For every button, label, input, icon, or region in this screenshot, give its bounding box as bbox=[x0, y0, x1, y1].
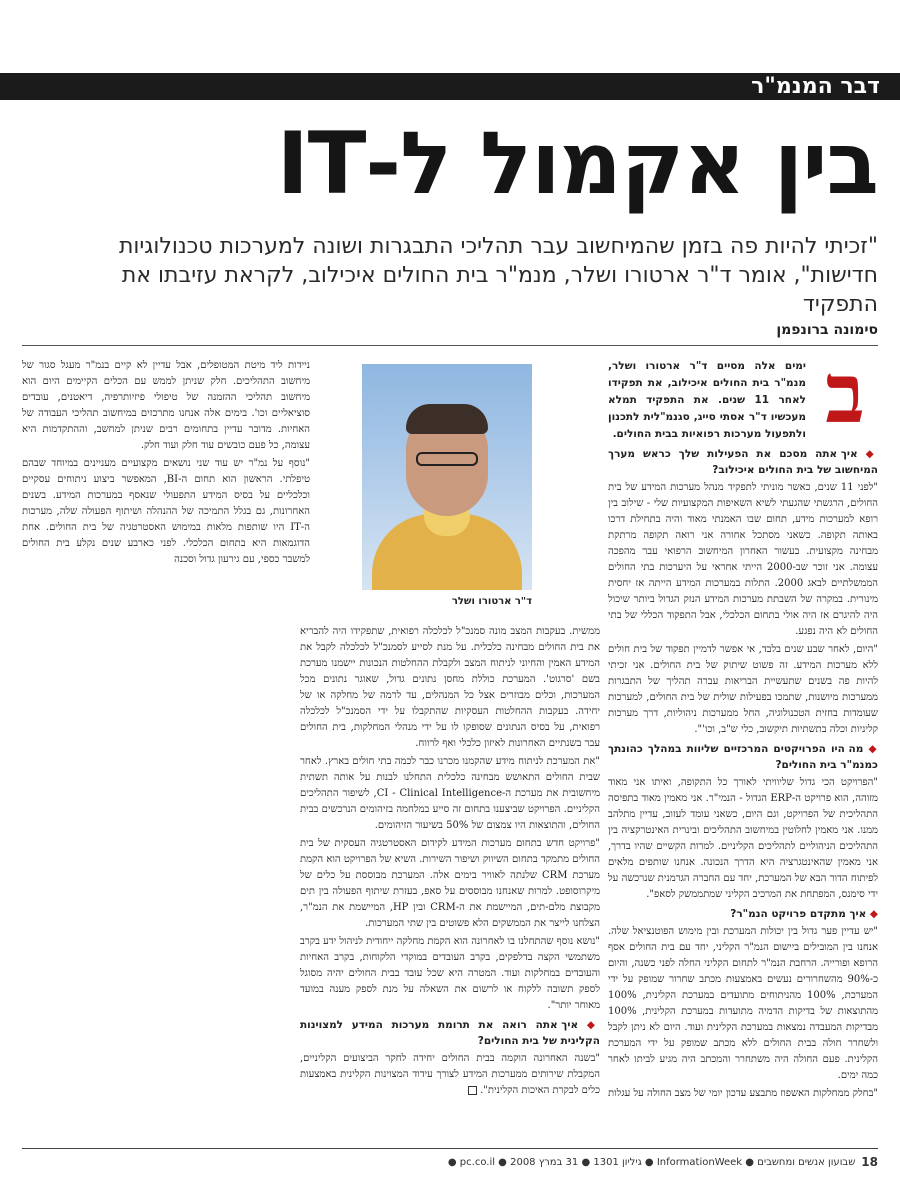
page-footer bbox=[22, 1152, 878, 1172]
article-column-left bbox=[22, 358, 310, 1138]
body-paragraph: "בחלק ממחלקות האשפוז מתבצע עדכון יומי של מצב החולה על עגלות bbox=[608, 1088, 878, 1099]
article-headline: בין אקמול ל-IT bbox=[276, 114, 878, 214]
section-label: דבר המנמ"ר bbox=[751, 74, 880, 99]
diamond-bullet-icon: ◆ bbox=[863, 743, 878, 755]
body-paragraph: ניידות ליד מיטת המטופלים, אבל עדיין לא קיים בנמ"ר מעגל סגור של מיחשוב התהליכים. חלק שניתן לממש עם הכלים הקיימים היום הוא מיחשוב תהליכי ההזמנה של טיפולי פיזיותרפיה, דיאטנים, עובדים סוציאליים וכו'. בימים אלה אנחנו מתרכזים במיחשוב תהליכי העבודה של האחיות. מדובר עדיין בתחומים רבים שניתן למחשב, וההתקדמות היא עצומה, כל פעם כובשים עוד חלק ועוד חלק. bbox=[22, 360, 310, 451]
left-column-body bbox=[22, 358, 310, 568]
body-paragraph: "היום, לאחר שבע שנים בלבד, אי אפשר לדמיין תפקוד של בית חולים ללא מערכות המידע. זה פשוט שיתוק של בית החולים. אני זכיתי להיות פה בשנים שתעשיית הבריאות עברה תהליך של התבגרות ממערכות מיושנות, שתמכו בפעילות שולית של בית החולים, למערכות שעומדות בחזית הטכנולוגיה, החל ממערכות ניהוליות, דרך מערכות קליניות וכלה בתשתיות תיקשוב, כלי ש"ב, וכו'". bbox=[608, 644, 878, 735]
article-column-right bbox=[608, 346, 878, 1138]
diamond-bullet-icon: ◆ bbox=[866, 908, 878, 920]
body-paragraph: "הפרויקט הכי גדול שליוויתי לאורך כל התקופה, ואיתו אני מאוד מזוהה, הוא פרויקט ה-ERP הגדול - הנמי"ר. אני מאמין מאוד בתפיסה התהליכית של הפרויקט, וגם היום, כשאני עומד לעזוב, עדיין מתלהב ממנו. אני מאמין לחלוטין במיחשוב התהליכים ובינרית האינטרקציה בין התהליכים הניהוליים לתהליכים הקליניים. למרות הקשיים שהיו בדרך, אני מאמין שהאינטגרציה היא הדרך הנכונה. אנחנו שותפים מלאים לפיתוח הדור הבא של המערכת, יחד עם החברה הגרמנית שנרכשה על ידי סימנס, המפתחת את המרכיב הקליני שמתממשק לסאפ". bbox=[608, 777, 878, 900]
portrait-photo bbox=[362, 364, 532, 590]
lead-paragraph: ימים אלה מסיים ד"ר ארטורו ושלר, מנמ"ר בית החולים איכילוב, את תפקידו לאחר 11 שנים. את התפקיד תמלא מעכשיו ד"ר אסתי סייג, סגנמ"לית לתכנון ולתפעול מערכות רפואיות בבית החולים. bbox=[608, 360, 806, 440]
question-text: איך אתה רואה את תרומת מערכות המידע למצוינות הקלינית של בית החולים? bbox=[300, 1019, 600, 1047]
section-header-bar bbox=[0, 73, 900, 100]
article-column-middle bbox=[300, 624, 600, 1138]
footer-divider bbox=[22, 1148, 878, 1149]
interview-question bbox=[608, 446, 878, 478]
question-text: איך אתה מסכם את הפעילות שלך כראש מערך המיחשוב של בית החולים איכילוב? bbox=[608, 448, 878, 476]
question-text: איך מתקדם פרויקט הנמ"ר? bbox=[730, 908, 867, 920]
body-paragraph: "לפני 11 שנים, כאשר מוניתי לתפקיד מנהל מערכות המידע של בית החולים, הרגשתי שהגעתי לשיא השאיפות המקצועיות שלי - שילוב בין רופא למערכות מידע, תחום שבו האמנתי מאוד והיה בתחילת דרכו באותה תקופה. כשאני מסתכל אחורה אני רואה תקופה מרתקת מבחינה מקצועית. בעשור האחרון המיחשוב הרפואי עבר מהפכה עצומה. אני זוכר שב-2000 הייתי אחראי על היערכות בתי החולים הממשלתיים לבאג 2000. התלות במערכות המידע הייתה אז יחסית מינורית. במקרה של השבתת מערכות המידע הנזק הגדול ביותר שיכול היה להיגרם אז היה אולי בתחום הכלכלי, אבל התפקוד הכללי של בתי החולים לא היה נפגע. bbox=[608, 482, 878, 637]
drop-cap: ב bbox=[825, 346, 865, 442]
right-column-body bbox=[608, 446, 878, 1102]
article-subtitle: "זכיתי להיות פה בזמן שהמיחשוב עבר תהליכי התבגרות ושונה למערכות טכנולוגיות חדישות", אומר ד"ר ארטורו ושלר, מנמ"ר בית החולים איכילוב, לקראת עזיבתו את התפקיד bbox=[118, 234, 878, 317]
interview-question bbox=[608, 741, 878, 773]
author-byline: סימונה ברונפמן bbox=[776, 322, 878, 338]
page-number: 18 bbox=[861, 1155, 878, 1169]
interview-question bbox=[300, 1017, 600, 1049]
middle-column-body bbox=[300, 624, 600, 1099]
body-paragraph: "נושא נוסף שהתחלנו בו לאחרונה הוא הקמת מחלקה ייחודית לניהול ידע בקרב משתמשי הקצה בדלפקים, בקרב העובדים במוקדי הלקוחות, בקרב האחיות והעובדים במחלקות ועוד. המטרה היא שכל עובד בבית החולים יהיה מסוגל לספק תשובה ללקוח או לרשום את השאלה על מנת לספק מענה במועד מאוחר יותר". bbox=[300, 936, 600, 1011]
diamond-bullet-icon: ◆ bbox=[857, 448, 878, 460]
photo-glasses bbox=[416, 452, 478, 466]
end-of-article-icon bbox=[468, 1086, 477, 1095]
body-paragraph: ממשית. בעקבות המצב מונה סמנכ"ל לכלכלה רפואית, שתפקידו היה להבריא את בית החולים מבחינה כלכלית. על מנת לסייע לסמנכ"ל לכלכלה לקבל את המידע האמין והחיוני לניתוח המצב ולקבלת ההחלטות הנכונות יישמנו מערכת בשם 'סרגוט'. המערכת כוללת מחסן נתונים גדול, שאוגר נתונים מכל המערכות, וכלים מבוזרים אצל כל המנהלים, עד לרמה של מחלקה או של יחידה. בעקבות ההחלטות העסקיות שהתקבלו על ידי הסמנכ"ל לכלכלה רפואית, על בסיס הנתונים שסופקו לו על ידי מנהלי המחלקות, בית החולים עבר בשנתיים האחרונות לאיזון כלכלי ואף לרווח. bbox=[300, 626, 600, 749]
photo-hair bbox=[406, 404, 488, 434]
photo-caption: ד"ר ארטורו ושלר bbox=[451, 596, 532, 607]
footer-publication-info: שבועון אנשים ומחשבים ● InformationWeek ● גיליון 1301 ● 31 במרץ 2008 ● pc.co.il ● bbox=[447, 1156, 856, 1168]
body-paragraph: "את המערכת לניתוח מידע שהקמנו מכרנו כבר לכמה בתי חולים בארץ. לאחר שבית החולים התאושש מבחינה כלכלית התחלנו לבנות על אותה תשתית מיחשובית את מערכת ה-CI - Clinical Intelligence, לשיפור התהליכים הקליניים. הפרויקט שביצענו בתחום זה סייע במלחמה בזיהומים הנרכשים בבית החולים, והתוצאות היו צמצום של 50% בשיעור הזיהומים. bbox=[300, 756, 600, 831]
interview-question bbox=[608, 906, 878, 922]
body-paragraph: "יש עדיין פער גדול בין יכולות המערכת ובין מימוש הפוטנציאל שלה. אנחנו בין המובילים ביישום הנמ"ר הקליני, יחד עם בית החולים אסף הרופא ופורייה. הרחבת הנמ"ר לתחום הקליני החלה לפני כשנה, והיום כ-90% מהשחרורים נעשים באמצעות מכתב שחרור שמופק על ידי המערכת, 100% מהניתוחים מתועדים במערכת הקלינית, 100% מהתוצאות של בדיקות הדמיה מתועדות במערכת הקלינית, 100% מבדיקות המעבדה נמצאות במערכת הקלינית ועוד. היום לא ניתן לקבל ולשחרר חולה בבית החולים ללא מכתב שמופק על ידי המערכת הקלינית. פעם החולה היה משתחרר והמכתב היה מגיע לביתו לאחר כמה ימים. bbox=[608, 926, 878, 1081]
body-paragraph: "נוסף על נמ"ר יש עוד שני נושאים מקצועיים מעניינים במיוחד שבהם טיפלתי. הראשון הוא תחום ה-BI, המאפשר ביצוע ניתוחים עסקיים וכלכליים על בסיס המידע התפעולי שנאסף במערכות המידע. בשנים האחרונות, גם בגלל התמיכה של ההנהלה ושיתוף הפעולה שלה, מערכות ה-IT היו שותפות מלאות במימוש האסטרטגיה של בית החולים. אחת הדוגמאות היא בתחום הכלכלי. לפני כארבע שנים נקלע בית החולים למשבר כספי, עם גירעון גדול וסכנה bbox=[22, 458, 310, 565]
diamond-bullet-icon: ◆ bbox=[578, 1019, 600, 1031]
body-paragraph: "פרויקט חדש בתחום מערכות המידע לקידום האסטרטגיה העסקית של בית החולים מתמקד בתחום השיווק ושיפור השירות. השיא של הפרויקט הוא הקמת מערכת CRM שלנתה לאוויר בימים אלה. המערכת מבוססת על כלים של מיקרוסופט. למרות שאנחנו מבוססים על סאפ, בעזרת שיתוף הפעולה בין תים מקבוצת מלם-תים, המיישמת את ה-CRM ובין HP, המיישמת את הנמ"ר, הצלחנו לייצר את הממשקים הלא פשוטים בין שתי המערכות. bbox=[300, 838, 600, 929]
byline-divider bbox=[22, 345, 878, 346]
question-text: מה היו הפרויקטים המרכזיים שליוות במהלך כהונתך כמנמ"ר בית החולים? bbox=[608, 743, 878, 771]
body-paragraph: "בשנה האחרונה הוקמה בבית החולים יחידה לחקר הביצועים הקליניים, המקבלת שירותים ממערכות המידע לצורך עידוד המצוינות הקלינית באמצעות כלים לבקרת האיכות הקלינית". bbox=[300, 1053, 600, 1096]
